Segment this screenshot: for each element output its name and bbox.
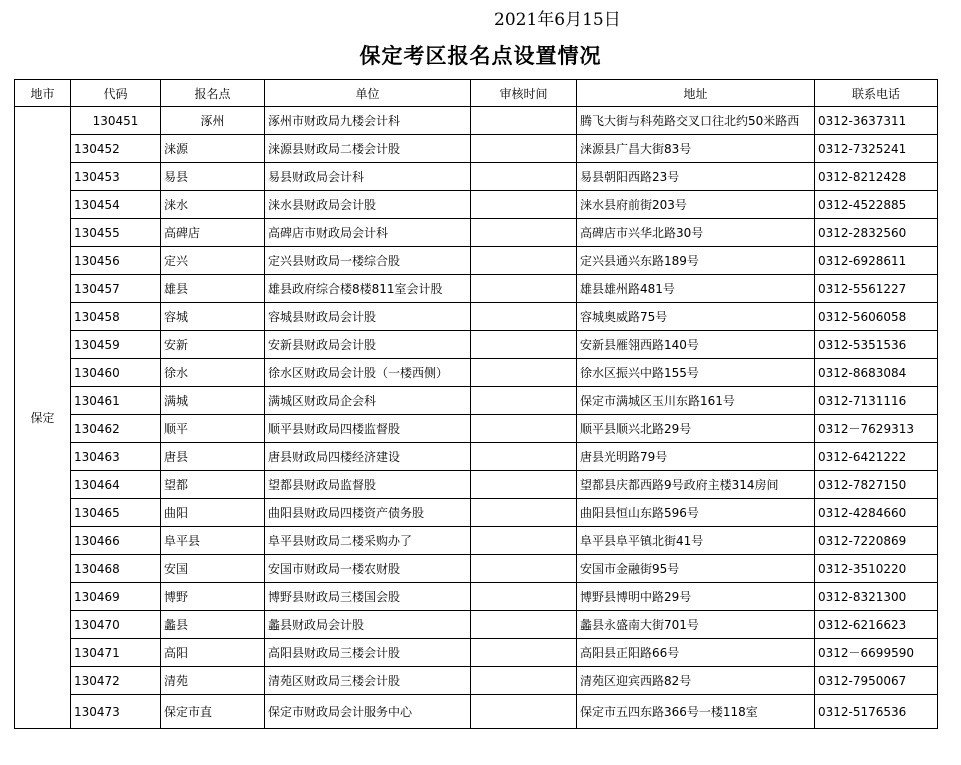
address-cell: 高碑店市兴华北路30号 bbox=[577, 219, 815, 247]
table-row bbox=[15, 443, 938, 471]
phone-cell: 0312-4284660 bbox=[815, 499, 938, 527]
review-time-cell bbox=[471, 331, 577, 359]
unit-cell: 涞水县财政局会计股 bbox=[265, 191, 471, 219]
table-row bbox=[15, 415, 938, 443]
header-review-time: 审核时间 bbox=[471, 80, 577, 107]
review-time-cell bbox=[471, 639, 577, 667]
point-cell: 安国 bbox=[161, 555, 265, 583]
address-cell: 定兴县通兴东路189号 bbox=[577, 247, 815, 275]
point-cell: 高阳 bbox=[161, 639, 265, 667]
unit-cell: 高碑店市财政局会计科 bbox=[265, 219, 471, 247]
address-cell: 涞水县府前街203号 bbox=[577, 191, 815, 219]
point-cell: 保定市直 bbox=[161, 695, 265, 729]
point-cell: 曲阳 bbox=[161, 499, 265, 527]
unit-cell: 清苑区财政局三楼会计股 bbox=[265, 667, 471, 695]
table-row bbox=[15, 107, 938, 135]
header-address: 地址 bbox=[577, 80, 815, 107]
unit-cell: 高阳县财政局三楼会计股 bbox=[265, 639, 471, 667]
unit-cell: 阜平县财政局二楼采购办了 bbox=[265, 527, 471, 555]
code-cell: 130472 bbox=[71, 667, 161, 695]
point-cell: 高碑店 bbox=[161, 219, 265, 247]
address-cell: 徐水区振兴中路155号 bbox=[577, 359, 815, 387]
phone-cell: 0312-7325241 bbox=[815, 135, 938, 163]
point-cell: 涞源 bbox=[161, 135, 265, 163]
review-time-cell bbox=[471, 107, 577, 135]
address-cell: 顺平县顺兴北路29号 bbox=[577, 415, 815, 443]
code-cell: 130452 bbox=[71, 135, 161, 163]
address-cell: 雄县雄州路481号 bbox=[577, 275, 815, 303]
table-row bbox=[15, 191, 938, 219]
point-cell: 清苑 bbox=[161, 667, 265, 695]
table-row bbox=[15, 583, 938, 611]
point-cell: 满城 bbox=[161, 387, 265, 415]
phone-cell: 0312-7950067 bbox=[815, 667, 938, 695]
code-cell: 130457 bbox=[71, 275, 161, 303]
phone-cell: 0312-5351536 bbox=[815, 331, 938, 359]
table-row bbox=[15, 667, 938, 695]
header-phone: 联系电话 bbox=[815, 80, 938, 107]
unit-cell: 徐水区财政局会计股（一楼西侧） bbox=[265, 359, 471, 387]
address-cell: 安国市金融街95号 bbox=[577, 555, 815, 583]
review-time-cell bbox=[471, 527, 577, 555]
address-cell: 保定市满城区玉川东路161号 bbox=[577, 387, 815, 415]
phone-cell: 0312-7131116 bbox=[815, 387, 938, 415]
address-cell: 易县朝阳西路23号 bbox=[577, 163, 815, 191]
unit-cell: 容城县财政局会计股 bbox=[265, 303, 471, 331]
point-cell: 涿州 bbox=[161, 107, 265, 135]
code-cell: 130473 bbox=[71, 695, 161, 729]
code-cell: 130460 bbox=[71, 359, 161, 387]
unit-cell: 博野县财政局三楼国会股 bbox=[265, 583, 471, 611]
point-cell: 博野 bbox=[161, 583, 265, 611]
point-cell: 易县 bbox=[161, 163, 265, 191]
unit-cell: 定兴县财政局一楼综合股 bbox=[265, 247, 471, 275]
phone-cell: 0312-6421222 bbox=[815, 443, 938, 471]
header-city: 地市 bbox=[15, 80, 71, 107]
address-cell: 博野县博明中路29号 bbox=[577, 583, 815, 611]
unit-cell: 易县财政局会计科 bbox=[265, 163, 471, 191]
table-row bbox=[15, 527, 938, 555]
address-cell: 望都县庆都西路9号政府主楼314房间 bbox=[577, 471, 815, 499]
phone-cell: 0312-5606058 bbox=[815, 303, 938, 331]
unit-cell: 保定市财政局会计服务中心 bbox=[265, 695, 471, 729]
review-time-cell bbox=[471, 359, 577, 387]
review-time-cell bbox=[471, 555, 577, 583]
code-cell: 130463 bbox=[71, 443, 161, 471]
point-cell: 蠡县 bbox=[161, 611, 265, 639]
table-row bbox=[15, 219, 938, 247]
code-cell: 130470 bbox=[71, 611, 161, 639]
unit-cell: 安国市财政局一楼农财股 bbox=[265, 555, 471, 583]
point-cell: 雄县 bbox=[161, 275, 265, 303]
review-time-cell bbox=[471, 499, 577, 527]
table-row bbox=[15, 499, 938, 527]
point-cell: 阜平县 bbox=[161, 527, 265, 555]
address-cell: 腾飞大街与科苑路交叉口往北约50米路西 bbox=[577, 107, 815, 135]
table-row bbox=[15, 387, 938, 415]
table-row bbox=[15, 331, 938, 359]
table-row bbox=[15, 247, 938, 275]
document-title: 保定考区报名点设置情况 bbox=[359, 43, 602, 68]
phone-cell: 0312-7220869 bbox=[815, 527, 938, 555]
phone-cell: 0312-6928611 bbox=[815, 247, 938, 275]
unit-cell: 曲阳县财政局四楼资产债务股 bbox=[265, 499, 471, 527]
review-time-cell bbox=[471, 275, 577, 303]
address-cell: 蠡县永盛南大街701号 bbox=[577, 611, 815, 639]
review-time-cell bbox=[471, 163, 577, 191]
table-row bbox=[15, 695, 938, 729]
phone-cell: 0312－7629313 bbox=[815, 415, 938, 443]
phone-cell: 0312-7827150 bbox=[815, 471, 938, 499]
address-cell: 涞源县广昌大街83号 bbox=[577, 135, 815, 163]
code-cell: 130461 bbox=[71, 387, 161, 415]
unit-cell: 望都县财政局监督股 bbox=[265, 471, 471, 499]
code-cell: 130469 bbox=[71, 583, 161, 611]
code-cell: 130456 bbox=[71, 247, 161, 275]
review-time-cell bbox=[471, 611, 577, 639]
point-cell: 徐水 bbox=[161, 359, 265, 387]
phone-cell: 0312-2832560 bbox=[815, 219, 938, 247]
table-header-row bbox=[15, 80, 938, 107]
code-cell: 130471 bbox=[71, 639, 161, 667]
unit-cell: 顺平县财政局四楼监督股 bbox=[265, 415, 471, 443]
code-cell: 130451 bbox=[71, 107, 161, 135]
table-row bbox=[15, 275, 938, 303]
review-time-cell bbox=[471, 471, 577, 499]
code-cell: 130458 bbox=[71, 303, 161, 331]
table-row bbox=[15, 639, 938, 667]
table-row bbox=[15, 359, 938, 387]
review-time-cell bbox=[471, 303, 577, 331]
point-cell: 顺平 bbox=[161, 415, 265, 443]
review-time-cell bbox=[471, 191, 577, 219]
code-cell: 130465 bbox=[71, 499, 161, 527]
review-time-cell bbox=[471, 247, 577, 275]
table-row bbox=[15, 135, 938, 163]
review-time-cell bbox=[471, 695, 577, 729]
review-time-cell bbox=[471, 443, 577, 471]
code-cell: 130459 bbox=[71, 331, 161, 359]
city-cell: 保定 bbox=[15, 107, 71, 729]
review-time-cell bbox=[471, 219, 577, 247]
address-cell: 高阳县正阳路66号 bbox=[577, 639, 815, 667]
unit-cell: 涿州市财政局九楼会计科 bbox=[265, 107, 471, 135]
review-time-cell bbox=[471, 415, 577, 443]
code-cell: 130462 bbox=[71, 415, 161, 443]
address-cell: 容城奥威路75号 bbox=[577, 303, 815, 331]
code-cell: 130466 bbox=[71, 527, 161, 555]
point-cell: 安新 bbox=[161, 331, 265, 359]
unit-cell: 满城区财政局企会科 bbox=[265, 387, 471, 415]
address-cell: 阜平县阜平镇北街41号 bbox=[577, 527, 815, 555]
table-body bbox=[15, 107, 938, 729]
phone-cell: 0312-3637311 bbox=[815, 107, 938, 135]
address-cell: 保定市五四东路366号一楼118室 bbox=[577, 695, 815, 729]
review-time-cell bbox=[471, 387, 577, 415]
table-row bbox=[15, 611, 938, 639]
table-row bbox=[15, 163, 938, 191]
header-code: 代码 bbox=[71, 80, 161, 107]
phone-cell: 0312-5561227 bbox=[815, 275, 938, 303]
code-cell: 130454 bbox=[71, 191, 161, 219]
point-cell: 唐县 bbox=[161, 443, 265, 471]
unit-cell: 雄县政府综合楼8楼811室会计股 bbox=[265, 275, 471, 303]
point-cell: 容城 bbox=[161, 303, 265, 331]
point-cell: 望都 bbox=[161, 471, 265, 499]
point-cell: 涞水 bbox=[161, 191, 265, 219]
code-cell: 130468 bbox=[71, 555, 161, 583]
unit-cell: 安新县财政局会计股 bbox=[265, 331, 471, 359]
phone-cell: 0312-3510220 bbox=[815, 555, 938, 583]
point-cell: 定兴 bbox=[161, 247, 265, 275]
table-row bbox=[15, 303, 938, 331]
unit-cell: 涞源县财政局二楼会计股 bbox=[265, 135, 471, 163]
table-row bbox=[15, 555, 938, 583]
review-time-cell bbox=[471, 583, 577, 611]
phone-cell: 0312-8212428 bbox=[815, 163, 938, 191]
phone-cell: 0312-5176536 bbox=[815, 695, 938, 729]
table-row bbox=[15, 471, 938, 499]
phone-cell: 0312－6699590 bbox=[815, 639, 938, 667]
phone-cell: 0312-6216623 bbox=[815, 611, 938, 639]
document-date: 2021年6月15日 bbox=[494, 10, 621, 30]
review-time-cell bbox=[471, 135, 577, 163]
unit-cell: 蠡县财政局会计股 bbox=[265, 611, 471, 639]
phone-cell: 0312-4522885 bbox=[815, 191, 938, 219]
header-point: 报名点 bbox=[161, 80, 265, 107]
review-time-cell bbox=[471, 667, 577, 695]
header-unit: 单位 bbox=[265, 80, 471, 107]
code-cell: 130464 bbox=[71, 471, 161, 499]
address-cell: 曲阳县恒山东路596号 bbox=[577, 499, 815, 527]
address-cell: 唐县光明路79号 bbox=[577, 443, 815, 471]
address-cell: 清苑区迎宾西路82号 bbox=[577, 667, 815, 695]
phone-cell: 0312-8321300 bbox=[815, 583, 938, 611]
phone-cell: 0312-8683084 bbox=[815, 359, 938, 387]
code-cell: 130455 bbox=[71, 219, 161, 247]
unit-cell: 唐县财政局四楼经济建设 bbox=[265, 443, 471, 471]
code-cell: 130453 bbox=[71, 163, 161, 191]
registration-points-table bbox=[14, 79, 938, 729]
address-cell: 安新县雁翎西路140号 bbox=[577, 331, 815, 359]
